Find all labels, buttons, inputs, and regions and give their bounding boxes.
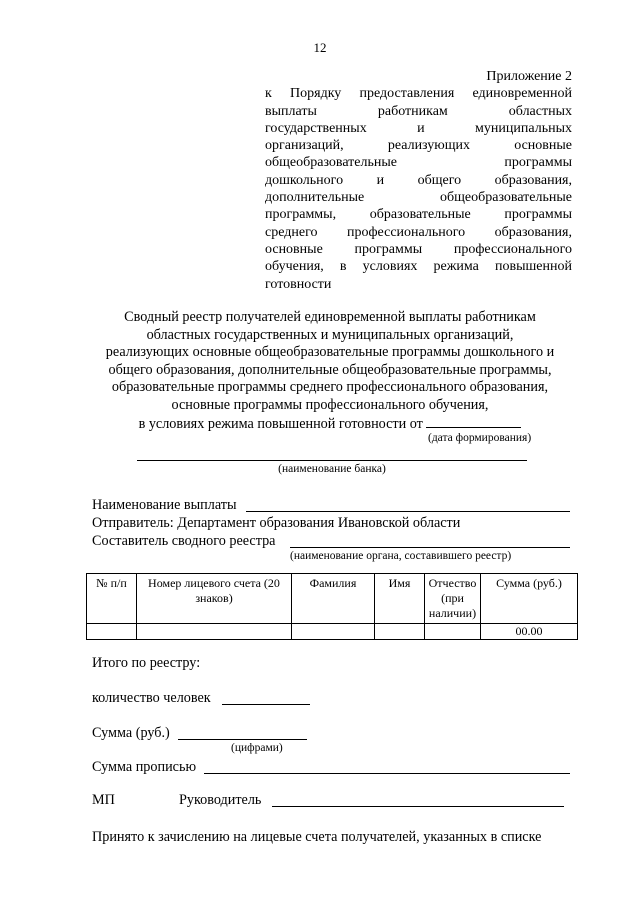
appendix-line: выплаты работникам областных xyxy=(265,103,572,119)
heading-line: образовательные программы среднего профессионального образования, xyxy=(111,379,549,395)
payment-name-label: Наименование выплаты xyxy=(92,497,237,513)
compiler-row xyxy=(92,533,275,550)
date-field[interactable] xyxy=(426,414,521,428)
compiler-caption: (наименование органа, составившего реестр) xyxy=(290,550,512,562)
appendix-line: среднего профессионального образования, xyxy=(265,224,572,240)
count-field[interactable] xyxy=(222,704,310,705)
heading-line: Сводный реестр получателей единовременной выплаты работникам xyxy=(124,309,536,325)
heading-line: реализующих основные общеобразовательные программы дошкольного и xyxy=(105,344,555,360)
table-row xyxy=(87,624,578,640)
appendix-note xyxy=(265,68,572,293)
table-header-row xyxy=(87,574,578,624)
registry-heading xyxy=(80,309,580,434)
payment-name-field[interactable] xyxy=(246,511,570,512)
appendix-title: Приложение 2 xyxy=(486,69,572,84)
appendix-line: программы, образовательные программы xyxy=(265,207,572,223)
head-label: Руководитель xyxy=(179,792,262,808)
table-cell[interactable] xyxy=(425,624,481,640)
payment-name-row xyxy=(92,497,237,514)
table-cell[interactable]: 00.00 xyxy=(481,624,578,640)
appendix-line: дошкольного и общего образования, xyxy=(265,172,572,188)
count-label: количество человек xyxy=(92,690,211,706)
sum-label: Сумма (руб.) xyxy=(92,725,170,741)
heading-line: в условиях режима повышенной готовности от xyxy=(138,416,423,432)
column-header: № п/п xyxy=(87,574,137,624)
appendix-line: государственных и муниципальных xyxy=(265,120,572,136)
registry-table xyxy=(86,573,578,640)
heading-date-line xyxy=(80,414,580,434)
appendix-line: основные программы профессионального xyxy=(265,241,572,257)
sender-line: Отправитель: Департамент образования Ивановской области xyxy=(92,515,461,531)
table-cell[interactable] xyxy=(137,624,292,640)
bank-caption: (наименование банка) xyxy=(278,463,386,475)
appendix-line: дополнительные общеобразовательные xyxy=(265,190,572,206)
appendix-line: обучения, в условиях режима повышенной xyxy=(265,259,572,275)
compiler-field[interactable] xyxy=(290,547,570,548)
heading-line: областных государственных и муниципальных организаций, xyxy=(146,326,514,343)
sum-field[interactable] xyxy=(178,739,307,740)
column-header: Фамилия xyxy=(292,574,375,624)
totals-title: Итого по реестру: xyxy=(92,655,201,671)
page-number: 12 xyxy=(313,40,327,55)
table-cell[interactable] xyxy=(292,624,375,640)
bank-name-field[interactable] xyxy=(137,460,527,461)
heading-line: общего образования, дополнительные общеобразовательные программы, xyxy=(108,361,552,378)
column-header: Отчество (при наличии) xyxy=(425,574,481,624)
appendix-line: организаций, реализующих основные xyxy=(265,138,572,154)
head-signature-field[interactable] xyxy=(272,806,564,807)
table-cell[interactable] xyxy=(87,624,137,640)
date-caption: (дата формирования) xyxy=(428,432,532,444)
stamp-label: МП xyxy=(92,792,115,808)
appendix-line: общеобразовательные программы xyxy=(265,155,572,171)
sum-words-field[interactable] xyxy=(204,773,570,774)
column-header: Номер лицевого счета (20 знаков) xyxy=(137,574,292,624)
appendix-line: готовности xyxy=(265,276,332,292)
table-cell[interactable] xyxy=(375,624,425,640)
sum-words-label: Сумма прописью xyxy=(92,759,197,775)
heading-line: основные программы профессионального обучения, xyxy=(171,396,489,413)
accepted-text: Принято к зачислению на лицевые счета получателей, указанных в списке xyxy=(92,829,542,845)
appendix-line: к Порядку предоставления единовременной xyxy=(265,86,572,102)
column-header: Имя xyxy=(375,574,425,624)
compiler-label: Составитель сводного реестра xyxy=(92,533,276,549)
column-header: Сумма (руб.) xyxy=(481,574,578,624)
sum-caption: (цифрами) xyxy=(231,742,283,754)
